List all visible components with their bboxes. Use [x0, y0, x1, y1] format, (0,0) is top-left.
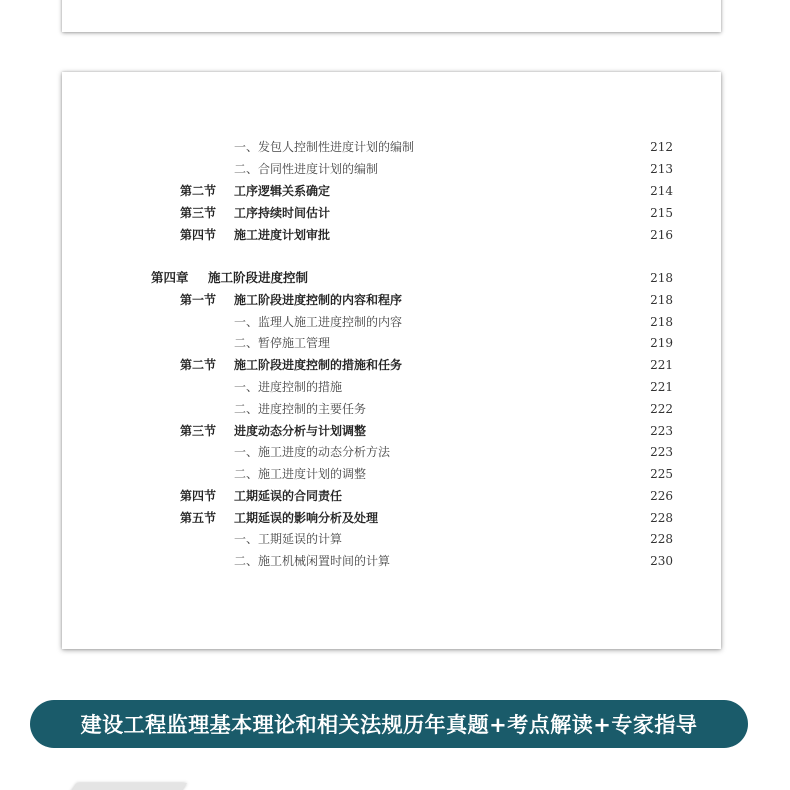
toc-entry-page: 221	[650, 380, 673, 394]
section-number: 第一节	[180, 293, 217, 307]
chapter-number: 第四章	[151, 270, 189, 285]
section-title: 进度动态分析与计划调整	[234, 424, 367, 438]
toc-entry-page: 218	[650, 315, 673, 329]
toc-entry-page: 228	[650, 511, 673, 525]
toc-entry-page: 213	[650, 162, 673, 176]
toc-entry-title: 二、施工机械闲置时间的计算	[234, 554, 391, 568]
toc-entry-page: 218	[650, 293, 673, 307]
toc-entry-title: 二、进度控制的主要任务	[234, 402, 367, 416]
toc-entry-title: 二、施工进度计划的调整	[234, 467, 367, 481]
toc-entry-page: 214	[650, 184, 673, 198]
section-title: 施工进度计划审批	[234, 228, 331, 242]
toc-entry-title: 一、施工进度的动态分析方法	[234, 445, 391, 459]
section-number: 第二节	[180, 358, 217, 372]
toc-entry-page: 230	[650, 554, 673, 568]
toc-entry-title: 一、进度控制的措施	[234, 380, 343, 394]
toc-entry-title: 二、合同性进度计划的编制	[234, 162, 379, 176]
toc-entry-title: 一、监理人施工进度控制的内容	[234, 315, 403, 329]
section-title: 工序持续时间估计	[234, 206, 331, 220]
toc-entry-page: 215	[650, 206, 673, 220]
section-title: 工期延误的合同责任	[234, 489, 343, 503]
toc-entry-page: 228	[650, 532, 673, 546]
section-number: 第四节	[180, 489, 217, 503]
next-page-sheet	[63, 783, 187, 790]
toc-entry-page: 212	[650, 140, 673, 154]
toc-entry-page: 223	[650, 445, 673, 459]
chapter-title: 施工阶段进度控制	[208, 270, 309, 285]
toc-entry-page: 219	[650, 336, 673, 350]
section-title: 工期延误的影响分析及处理	[234, 511, 379, 525]
section-number: 第五节	[180, 511, 217, 525]
banner-text: 建设工程监理基本理论和相关法规历年真题+考点解读+专家指导	[80, 713, 698, 737]
toc-entry-title: 二、暂停施工管理	[234, 336, 331, 350]
toc-entry-page: 222	[650, 402, 673, 416]
toc-entry-page: 216	[650, 228, 673, 242]
section-number: 第四节	[180, 228, 217, 242]
section-title: 工序逻辑关系确定	[234, 184, 331, 198]
section-number: 第二节	[180, 184, 217, 198]
toc-entry-title: 一、工期延误的计算	[234, 532, 343, 546]
title-banner	[30, 700, 748, 748]
section-title: 施工阶段进度控制的措施和任务	[234, 358, 403, 372]
toc-entry-page: 221	[650, 358, 673, 372]
toc-entry-page: 226	[650, 489, 673, 503]
toc-page	[62, 72, 721, 649]
section-number: 第三节	[180, 206, 217, 220]
section-title: 施工阶段进度控制的内容和程序	[234, 293, 403, 307]
section-number: 第三节	[180, 424, 217, 438]
toc-entry-page: 223	[650, 424, 673, 438]
toc-entry-title: 一、发包人控制性进度计划的编制	[234, 140, 415, 154]
previous-page-sheet	[62, 0, 721, 32]
toc-entry-page: 225	[650, 467, 673, 481]
toc-entry-page: 218	[650, 271, 673, 285]
